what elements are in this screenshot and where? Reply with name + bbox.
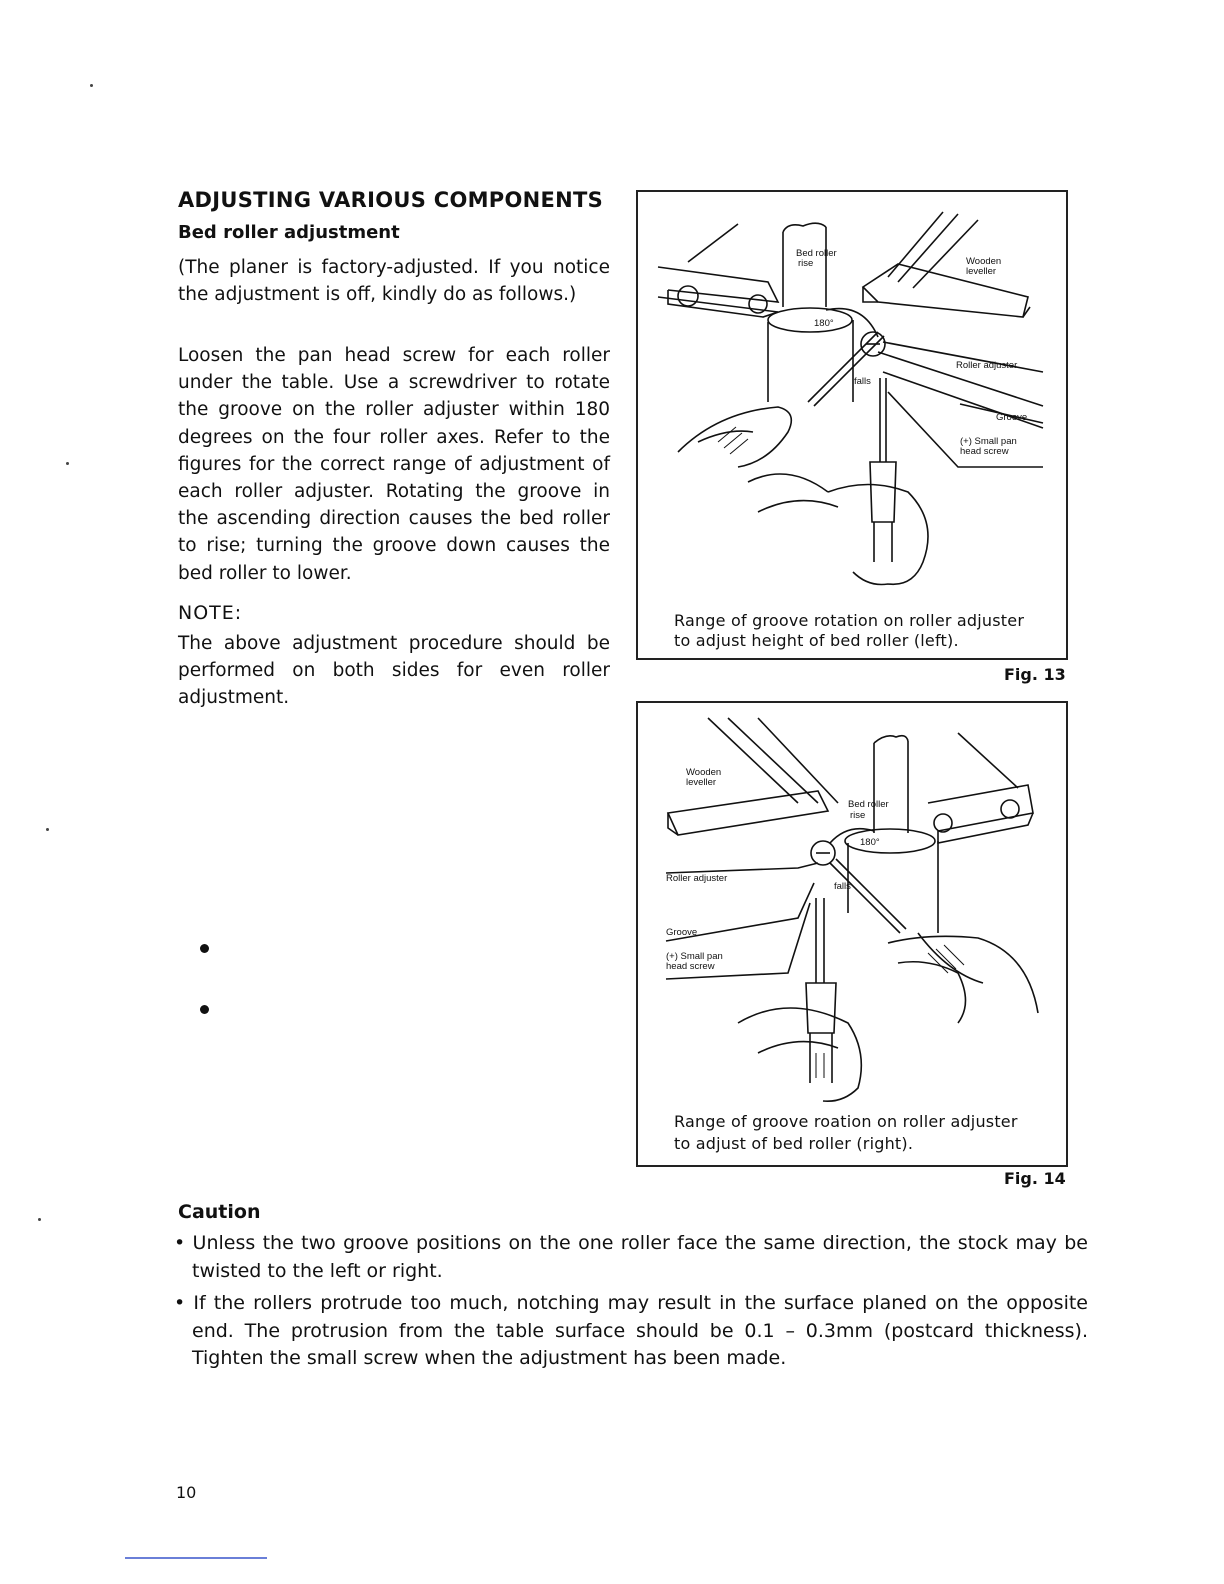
callout-leveller: leveller — [686, 777, 717, 788]
callout-falls: falls — [834, 881, 851, 892]
callout-screw: (+) Small pan — [666, 951, 723, 962]
caution-item: • Unless the two groove positions on the one roller face the same direction, the stock may be twisted to the left or right. — [174, 1232, 1088, 1282]
figure-13-illustration — [638, 192, 1066, 658]
callout-screw: (+) Small pan — [960, 436, 1017, 447]
scan-underline — [125, 1557, 267, 1559]
scan-speck — [90, 84, 93, 87]
section-title: ADJUSTING VARIOUS COMPONENTS — [178, 188, 604, 212]
callout-bed-roller: Bed roller — [848, 799, 889, 810]
callout-wooden: Wooden — [966, 256, 1002, 267]
figure-14-caption-line1: Range of groove roation on roller adjuster — [674, 1112, 1018, 1131]
scan-speck — [46, 828, 49, 831]
procedure-paragraph: Loosen the pan head screw for each roller under the table. Use a screwdriver to rotate the groove on the roller adjuster within 180 degrees on the four roller axes. Refer to the figures for the correct range of adjustment of each roller adjuster. Rotating the groove in the ascending direction causes the bed roller to rise; turning the groove down causes the bed roller to lower. — [178, 345, 610, 584]
figure-13-label: Fig. 13 — [1004, 665, 1066, 684]
callout-screw-2: head screw — [960, 446, 1009, 457]
callout-rise: rise — [850, 810, 866, 821]
callout-roller-adjuster: Roller adjuster — [666, 873, 728, 884]
callout-angle: 180° — [814, 318, 834, 329]
subheading: Bed roller adjustment — [178, 222, 400, 243]
page-number: 10 — [176, 1483, 197, 1502]
callout-wooden: Wooden — [686, 767, 722, 778]
callout-screw-2: head screw — [666, 961, 715, 972]
figure-13-caption-line1: Range of groove rotation on roller adjuster — [674, 611, 1025, 630]
intro-paragraph: (The planer is factory-adjusted. If you notice the adjustment is off, kindly do as follows.) — [178, 257, 610, 306]
scan-speck — [38, 1218, 41, 1221]
figure-13-frame — [636, 190, 1068, 660]
callout-bed-roller: Bed roller — [796, 248, 837, 259]
scan-speck — [66, 462, 69, 465]
callout-falls: falls — [854, 376, 871, 387]
bullet-mark — [200, 944, 209, 953]
figure-14-frame — [636, 701, 1068, 1167]
note-heading: NOTE: — [178, 602, 243, 624]
callout-leveller: leveller — [966, 266, 997, 277]
caution-heading: Caution — [178, 1201, 261, 1223]
callout-rise: rise — [798, 258, 814, 269]
note-paragraph: The above adjustment procedure should be performed on both sides for even roller adjustment. — [178, 633, 610, 709]
figure-14-caption-line2: to adjust of bed roller (right). — [674, 1134, 914, 1153]
callout-groove: Groove — [996, 412, 1028, 423]
figure-14-illustration — [638, 703, 1066, 1165]
bullet-mark — [200, 1005, 209, 1014]
callout-angle: 180° — [860, 837, 880, 848]
caution-item: • If the rollers protrude too much, notching may result in the surface planed on the opposite end. The protrusion from the table surface should be 0.1 – 0.3mm (postcard thickness). Tighten the small screw when the adjustment has been made. — [174, 1292, 1088, 1369]
callout-roller-adjuster: Roller adjuster — [956, 360, 1018, 371]
figure-13-caption-line2: to adjust height of bed roller (left). — [674, 631, 959, 650]
figure-14-label: Fig. 14 — [1004, 1169, 1066, 1188]
callout-groove: Groove — [666, 927, 698, 938]
